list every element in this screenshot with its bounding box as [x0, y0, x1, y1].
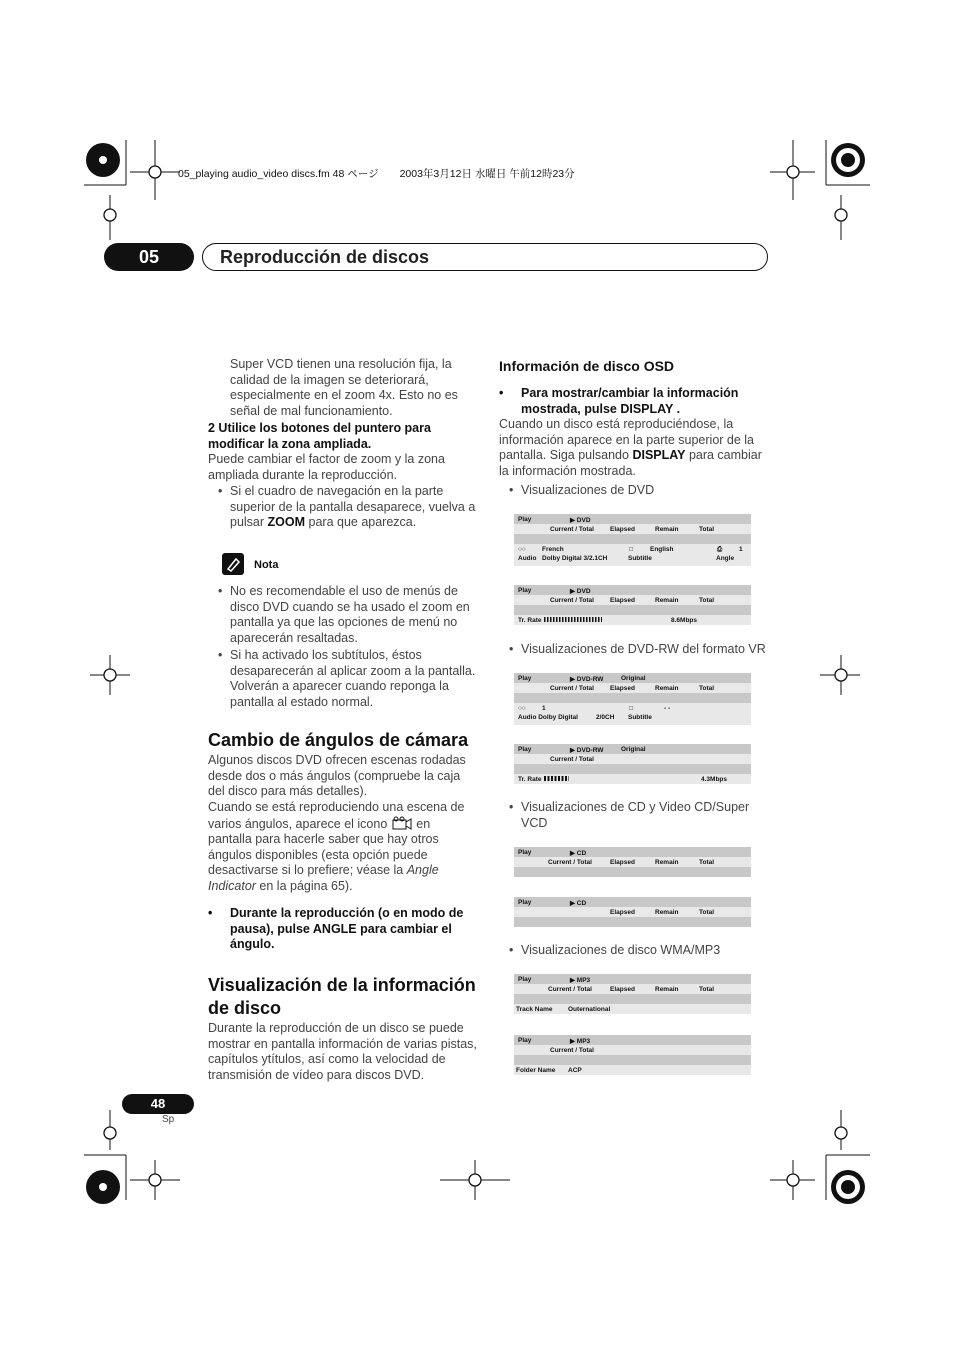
label-dvdrw: • Visualizaciones de DVD-RW del formato VR	[509, 642, 774, 658]
step-2: 2 Utilice los botones del puntero para modificar la zona ampliada.	[208, 421, 431, 451]
intro-paragraph: Super VCD tienen una resolución fija, la calidad de la imagen se deteriorará, especialmente en el zoom 4x. Esto no es señal de mal funcionamiento.	[230, 357, 458, 418]
heading-osd: Información de disco OSD	[499, 358, 675, 374]
osd-cd-track: Play ▶ CD Current / Total Elapsed Remain Total	[514, 847, 751, 877]
camera-paragraph-2: Cuando se está reproduciendo una escena de varios ángulos, aparece el icono en pantalla para hacerle saber que hay otros ángulos disponibles (esta opción puede desactivarse si lo prefiere; véase la Angle Indicator en la página 65).	[208, 800, 465, 893]
note-bullet: • Si ha activado los subtítulos, éstos desaparecerán al aplicar zoom a la pantalla. Volverán a aparecer cuando reponga la pantalla al estado normal.	[218, 648, 476, 710]
label-dvd: • Visualizaciones de DVD	[509, 483, 764, 499]
page-number: 48	[122, 1094, 194, 1114]
angle-icon	[391, 816, 413, 830]
heading-camera-angles: Cambio de ángulos de cámara	[208, 730, 469, 750]
label-mp3: • Visualizaciones de disco WMA/MP3	[509, 943, 769, 959]
osd-bullet: • Para mostrar/cambiar la información mostrada, pulse DISPLAY .	[499, 386, 764, 417]
label-cd: • Visualizaciones de CD y Video CD/Super VCD	[509, 800, 769, 831]
osd-dvdrw-title: Play ▶ DVD-RW Original Current / Total Elapsed Remain Total ○○ 1 □ - - Audio Dolby Digital 2/0CH Subtitle	[514, 673, 751, 725]
note-bullets	[218, 584, 476, 710]
heading-disc-info: Visualización de la información de disco	[208, 975, 476, 1018]
note-label: Nota	[254, 559, 279, 571]
osd-mp3-folder: Play ▶ MP3 Current / Total Folder Name ACP	[514, 1035, 751, 1075]
page-lang: Sp	[162, 1114, 175, 1125]
note-icon	[222, 553, 244, 575]
chapter-title: Reproducción de discos	[220, 247, 430, 267]
osd-dvdrw-chapter: Play ▶ DVD-RW Original Current / Total Tr. Rate 4.3Mbps	[514, 744, 751, 784]
osd-dvd-chapter: Play ▶ DVD Current / Total Elapsed Remain Total Tr. Rate 8.6Mbps	[514, 585, 751, 625]
step-2-text: Puede cambiar el factor de zoom y la zona ampliada durante la reproducción.	[208, 452, 445, 482]
disc-info-paragraph: Durante la reproducción de un disco se puede mostrar en pantalla información de varias pistas, capítulos ytítulos, así como la velocidad de transmisión de vídeo para discos DVD.	[208, 1021, 477, 1082]
osd-cd-disc: Play ▶ CD Elapsed Remain Total	[514, 897, 751, 927]
note-bullet: • No es recomendable el uso de menús de disco DVD cuando se ha usado el zoom en pantalla ya que las opciones de menú no aparecerán resaltadas.	[218, 584, 476, 646]
rate-meter	[544, 776, 569, 781]
camera-paragraph-1: Algunos discos DVD ofrecen escenas rodadas desde dos o más ángulos (compruebe la caja del disco para más detalles).	[208, 753, 466, 798]
chapter-number: 05	[104, 243, 194, 271]
zoom-bullet: • Si el cuadro de navegación en la parte superior de la pantalla desaparece, vuelva a pulsar ZOOM para que aparezca.	[218, 484, 476, 531]
file-header: 05_playing audio_video discs.fm 48 ページ 2003年3月12日 水曜日 午前12時23分	[178, 168, 575, 180]
osd-mp3-track: Play ▶ MP3 Current / Total Elapsed Remain Total Track Name Outernational	[514, 974, 751, 1014]
osd-dvd-title: Play ▶ DVD Current / Total Elapsed Remain Total ○○ French □ English ⎙ 1 Audio Dolby Digital 3/2.1CH Subtitle Angle	[514, 514, 751, 566]
rate-meter	[544, 617, 602, 622]
osd-paragraph: Cuando un disco está reproduciéndose, la información aparece en la parte superior de la pantalla. Siga pulsando DISPLAY para cambiar la información mostrada.	[499, 417, 762, 478]
angle-bullet: • Durante la reproducción (o en modo de pausa), pulse ANGLE para cambiar el ángulo.	[208, 906, 478, 953]
